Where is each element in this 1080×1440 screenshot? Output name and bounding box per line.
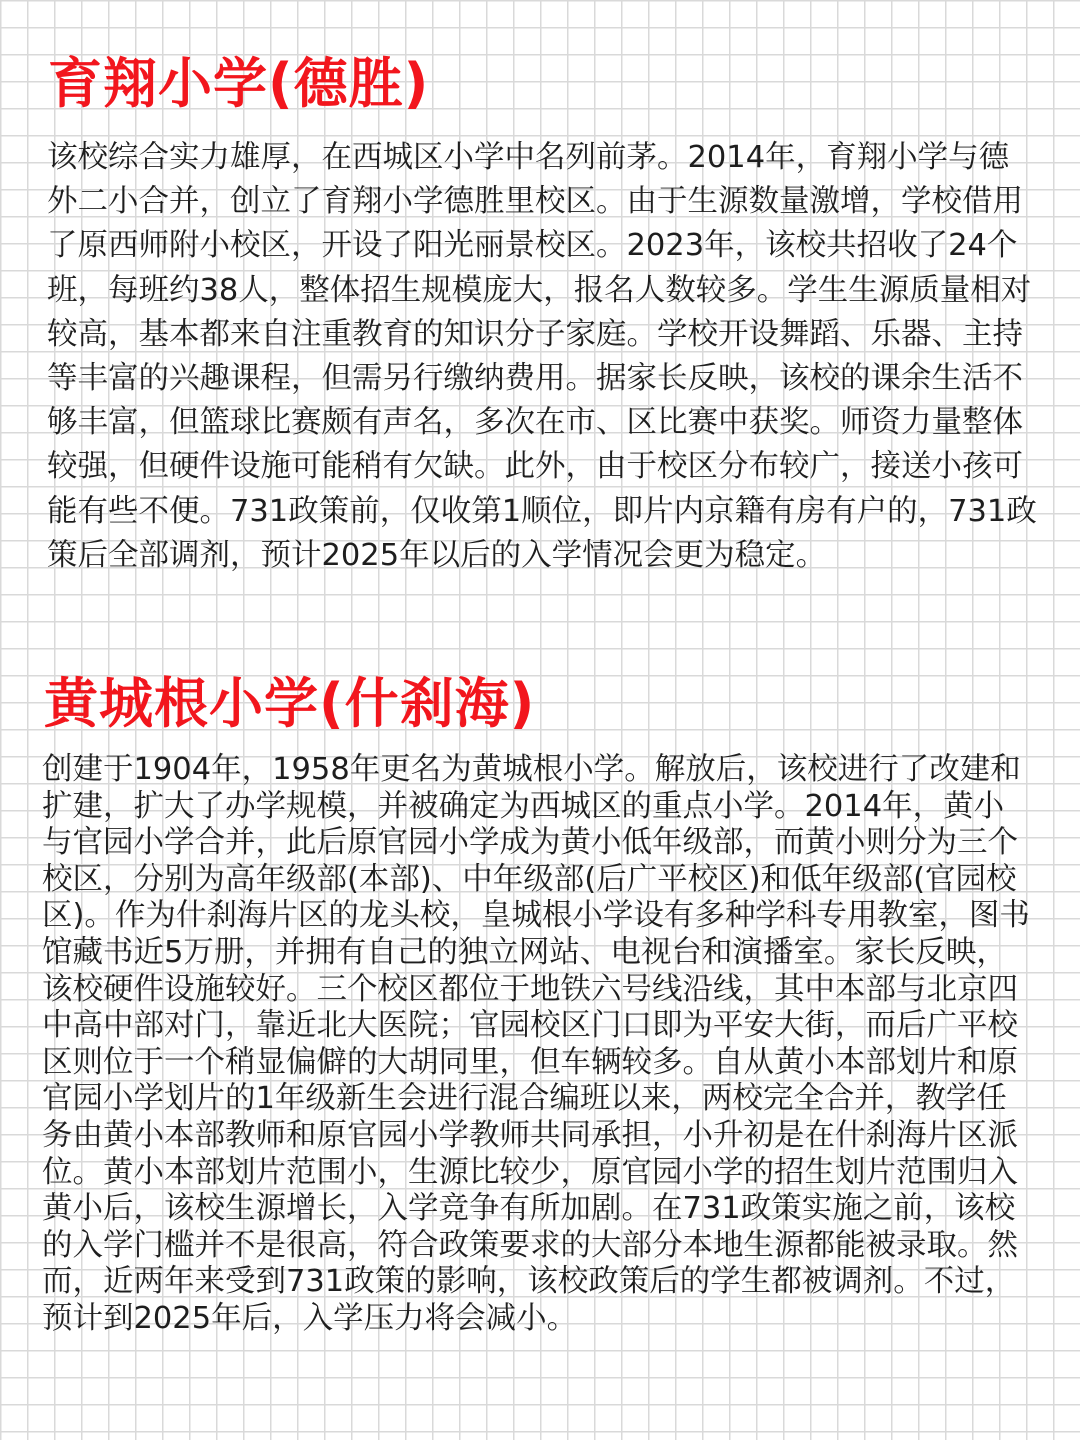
school-section-huangchenggen <box>0 672 1080 1338</box>
section-body: 该校综合实力雄厚，在西城区小学中名列前茅。2014年，育翔小学与德外二小合并，创立了育翔小学德胜里校区。由于生源数量激增，学校借用了原西师附小校区，开设了阳光丽景校区。2023年，该校共招收了24个班，每班约38人，整体招生规模庞大，报名人数较多。学生生源质量相对较高，基本都来自注重教育的知识分子家庭。学校开设舞蹈、乐器、主持等丰富的兴趣课程，但需另行缴纳费用。据家长反映，该校的课余生活不够丰富，但篮球比赛颇有声名，多次在市、区比赛中获奖。师资力量整体较强，但硬件设施可能稍有欠缺。此外，由于校区分布较广，接送小孩可能有些不便。731政策前，仅收第1顺位，即片内京籍有房有户的，731政策后全部调剂，预计2025年以后的入学情况会更为稳定。 <box>47 140 1037 573</box>
section-body: 创建于1904年，1958年更名为黄城根小学。解放后，该校进行了改建和扩建，扩大了办学规模，并被确定为西城区的重点小学。2014年，黄小与官园小学合并，此后原官园小学成为黄小低年级部，而黄小则分为三个校区，分别为高年级部(本部)、中年级部(后广平校区)和低年级部(官园校区)。作为什刹海片区的龙头校，皇城根小学设有多种学科专用教室，图书馆藏书近5万册，并拥有自己的独立网站、电视台和演播室。家长反映，该校硬件设施较好。三个校区都位于地铁六号线沿线，其中本部与北京四中高中部对门，靠近北大医院；官园校区门口即为平安大街，而后广平校区则位于一个稍显偏僻的大胡同里，但车辆较多。自从黄小本部划片和原官园小学划片的1年级新生会进行混合编班以来，两校完全合并，教学任务由黄小本部教师和原官园小学教师共同承担，小升初是在什刹海片区派位。黄小本部划片范围小，生源比较少，原官园小学的招生划片范围归入黄小后，该校生源增长，入学竞争有所加剧。在731政策实施之前，该校的入学门槛并不是很高，符合政策要求的大部分本地生源都能被录取。然而，近两年来受到731政策的影响，该校政策后的学生都被调剂。不过，预计到2025年后，入学压力将会减小。 <box>42 752 1030 1336</box>
section-title: 育翔小学(德胜) <box>48 52 430 115</box>
section-title: 黄城根小学(什刹海) <box>44 672 536 735</box>
school-section-yuxiang <box>0 52 1080 578</box>
